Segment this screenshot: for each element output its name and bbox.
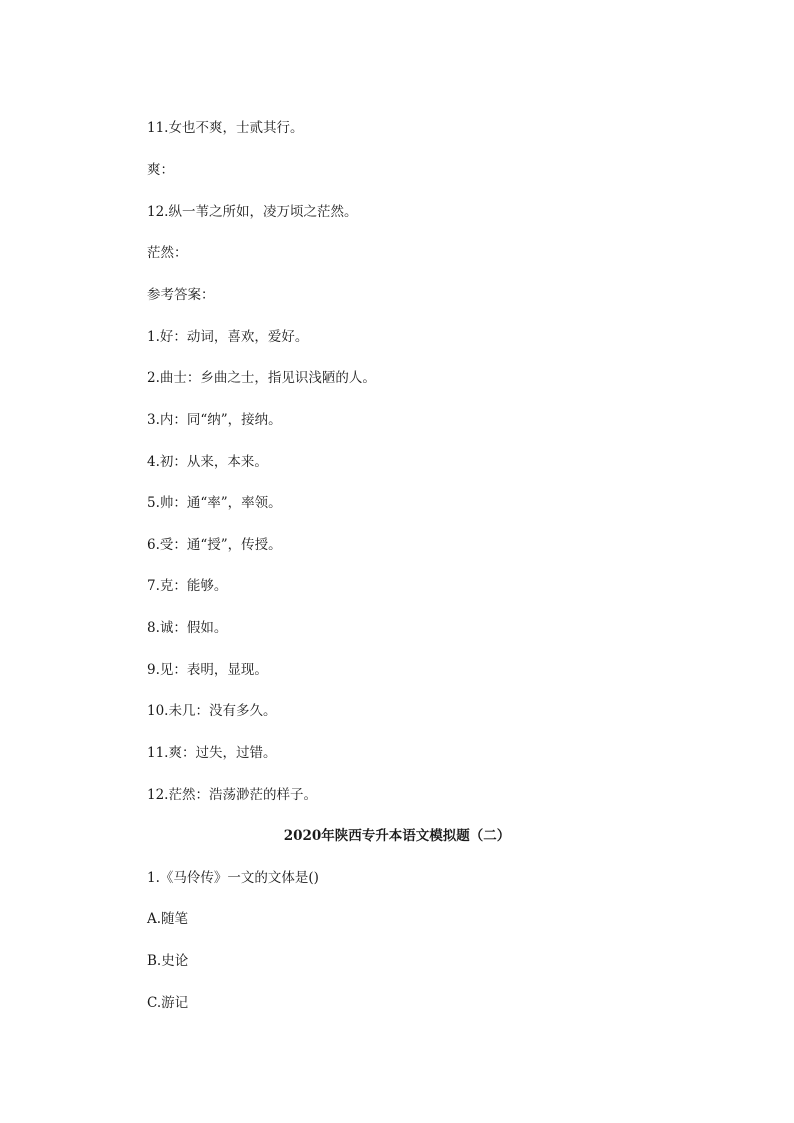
answer-item: 2.曲士：乡曲之士，指见识浅陋的人。 <box>147 370 376 386</box>
answers-title: 参考答案： <box>147 287 215 303</box>
answer-item: 12.茫然：浩荡渺茫的样子。 <box>147 787 317 803</box>
answer-item: 10.未几：没有多久。 <box>147 703 277 719</box>
answer-item: 9.见：表明，显现。 <box>147 662 268 678</box>
exam-section-title: 2020年陕西专升本语文模拟题（二） <box>283 828 511 844</box>
question-12-text: 12.纵一苇之所如，凌万顷之茫然。 <box>147 204 358 220</box>
option-c: C.游记 <box>147 995 189 1011</box>
question-11-text: 11.女也不爽，士贰其行。 <box>147 120 304 136</box>
answer-item: 5.帅：通“率”，率领。 <box>147 495 282 511</box>
answer-item: 3.内：同“纳”，接纳。 <box>147 412 282 428</box>
question-12-blank: 茫然： <box>147 245 188 261</box>
answer-item: 1.好：动词，喜欢，爱好。 <box>147 329 309 345</box>
answer-item: 7.克：能够。 <box>147 578 228 594</box>
question-11-blank: 爽： <box>147 162 174 178</box>
exam-question-1: 1.《马伶传》一文的文体是() <box>147 870 319 886</box>
answer-item: 8.诚：假如。 <box>147 620 228 636</box>
option-a: A.随笔 <box>147 911 189 927</box>
answer-item: 4.初：从来，本来。 <box>147 454 268 470</box>
option-b: B.史论 <box>147 953 189 969</box>
answer-item: 11.爽：过失，过错。 <box>147 745 277 761</box>
answer-item: 6.受：通“授”，传授。 <box>147 537 282 553</box>
